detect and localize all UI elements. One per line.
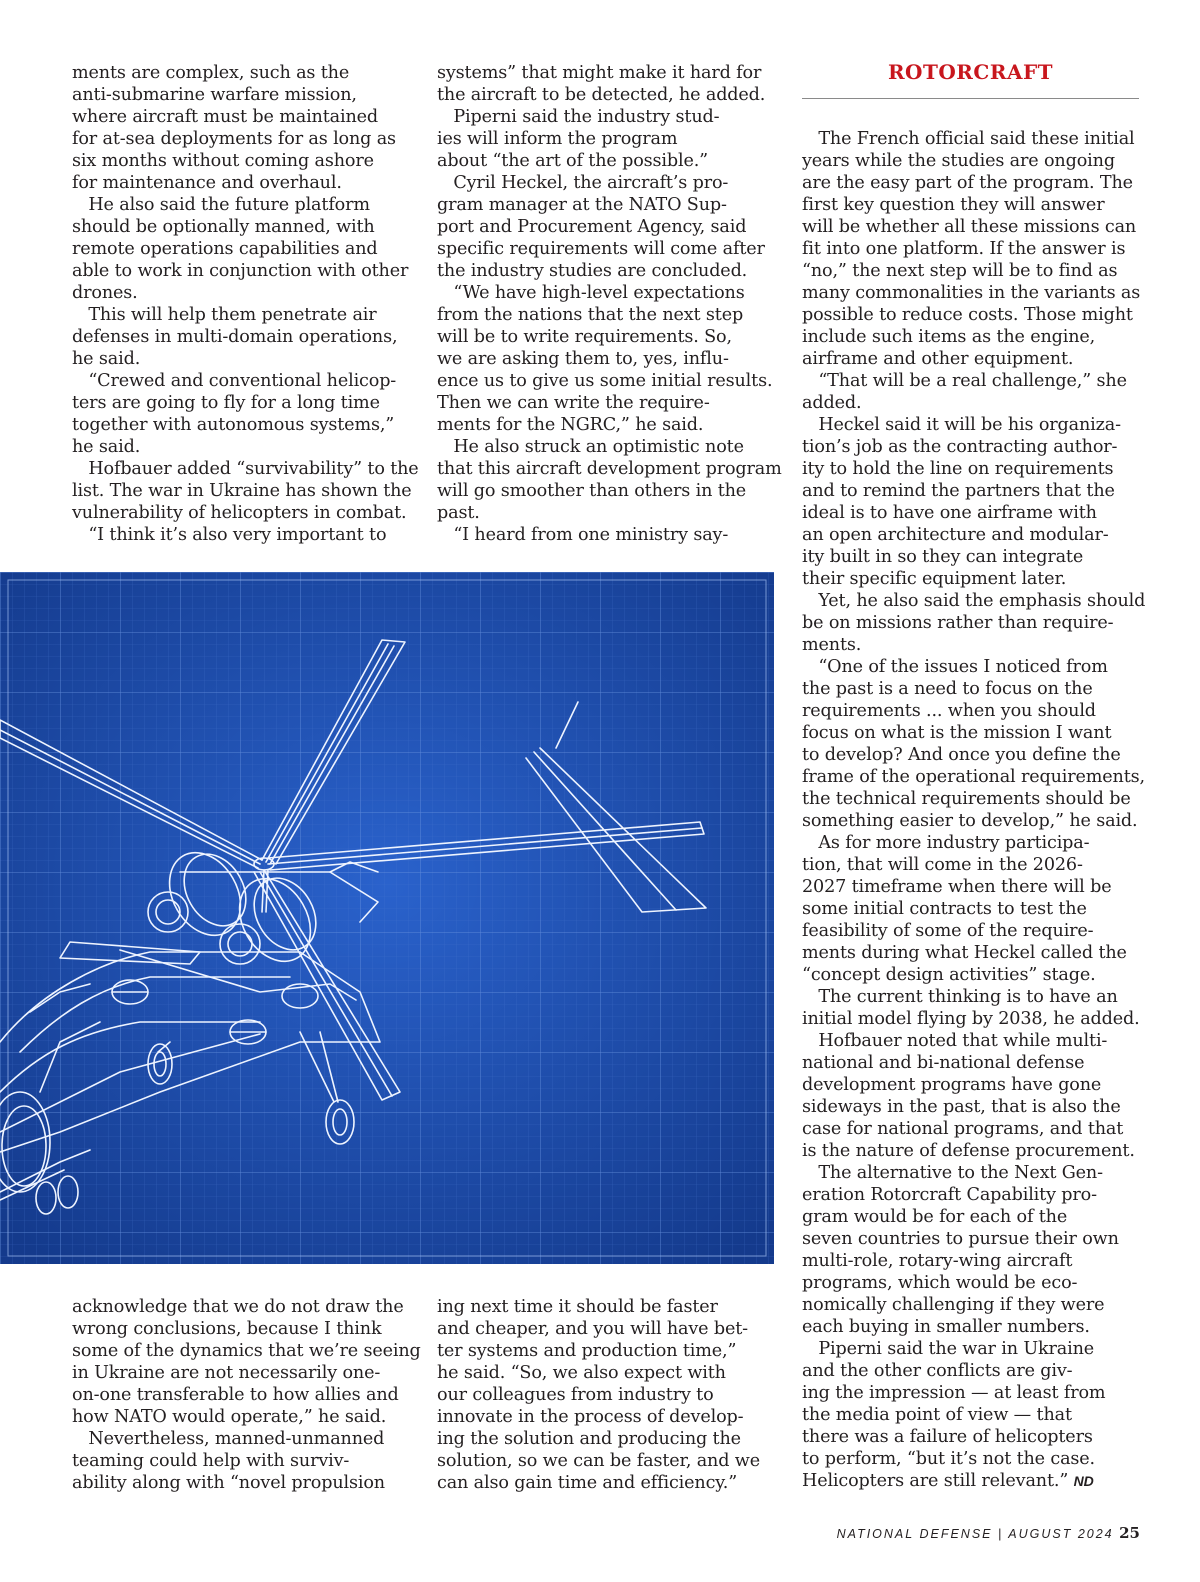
text-line: will go smoother than others in the [437,481,747,501]
text-line: ity to hold the line on requirements [802,459,1114,479]
page-number: 25 [1119,1524,1140,1542]
text-line: an open architecture and modular- [802,525,1109,545]
text-line: list. The war in Ukraine has shown the [72,481,412,501]
text-line: able to work in conjunction with other [72,261,409,281]
text-line: many commonalities in the variants as [802,283,1141,303]
text-line: ies will inform the program [437,129,678,149]
text-line: Yet, he also said the emphasis should [802,591,1146,611]
text-line: ideal is to have one airframe with [802,503,1097,523]
text-line: defenses in multi-domain operations, [72,327,398,347]
text-line: include such items as the engine, [802,327,1096,347]
text-line: He also struck an optimistic note [437,437,744,457]
text-line: “I think it’s also very important to [72,525,387,545]
text-line: their specific equipment later. [802,569,1067,589]
helicopter-blueprint-image [0,572,774,1264]
text-line: ity built in so they can integrate [802,547,1084,567]
text-line: the technical requirements should be [802,789,1131,809]
text-line: The French official said these initial [802,129,1135,149]
text-line: something easier to develop,” he said. [802,811,1138,831]
text-line: past. [437,503,480,523]
text-line: Cyril Heckel, the aircraft’s pro- [437,173,729,193]
text-line: and the other conflicts are giv- [802,1361,1073,1381]
footer-separator: | [998,1527,1004,1541]
text-line: ing the solution and producing the [437,1429,741,1449]
text-line: six months without coming ashore [72,151,374,171]
text-line: Helicopters are still relevant.” ND [802,1471,1094,1491]
text-line: Hofbauer added “survivability” to the [72,459,419,479]
text-line: Piperni said the industry stud- [437,107,720,127]
blueprint-grid [0,572,774,1264]
text-line: specific requirements will come after [437,239,765,259]
text-line: The alternative to the Next Gen- [802,1163,1103,1183]
text-line: and to remind the partners that the [802,481,1115,501]
text-line: to develop? And once you define the [802,745,1121,765]
text-line: how NATO would operate,” he said. [72,1407,387,1427]
text-line: “Crewed and conventional helicop- [72,371,397,391]
publication-name: NATIONAL DEFENSE [836,1527,993,1541]
text-line: he said. [72,349,141,369]
text-line: This will help them penetrate air [72,305,377,325]
text-line: ability along with “novel propulsion [72,1473,385,1493]
text-line: initial model flying by 2038, he added. [802,1009,1140,1029]
column-1-bottom [72,1296,421,1494]
text-line: “concept design activities” stage. [802,965,1096,985]
text-line: “I heard from one ministry say- [437,525,729,545]
text-line: As for more industry participa- [802,833,1090,853]
text-line: nomically challenging if they were [802,1295,1105,1315]
text-line: The current thinking is to have an [802,987,1118,1007]
text-line: our colleagues from industry to [437,1385,714,1405]
text-line: ters are going to fly for a long time [72,393,380,413]
text-line: “One of the issues I noticed from [802,657,1108,677]
text-line: the past is a need to focus on the [802,679,1093,699]
column-3 [802,128,1147,1492]
text-line: he said. “So, we also expect with [437,1363,726,1383]
text-line: ter systems and production time,” [437,1341,737,1361]
text-line: we are asking them to, yes, influ- [437,349,729,369]
text-line: ments. [802,635,862,655]
text-line: possible to reduce costs. Those might [802,305,1133,325]
text-line: should be optionally manned, with [72,217,375,237]
text-line: for at-sea deployments for as long as [72,129,396,149]
end-mark: ND [1073,1473,1094,1489]
text-line: years while the studies are ongoing [802,151,1115,171]
text-line: requirements ... when you should [802,701,1096,721]
text-line: “We have high-level expectations [437,283,745,303]
text-line: will be whether all these missions can [802,217,1137,237]
text-line: systems” that might make it hard for [437,63,762,83]
section-rule [802,98,1139,99]
text-line: development programs have gone [802,1075,1102,1095]
text-line: can also gain time and efficiency.” [437,1473,738,1493]
text-line: He also said the future platform [72,195,370,215]
text-line: some of the dynamics that we’re seeing [72,1341,421,1361]
text-line: added. [802,393,862,413]
text-line: drones. [72,283,138,303]
text-line: programs, which would be eco- [802,1273,1078,1293]
text-line: the media point of view — that [802,1405,1072,1425]
text-line: ence us to give us some initial results. [437,371,773,391]
text-line: Heckel said it will be his organiza- [802,415,1121,435]
text-line: ments during what Heckel called the [802,943,1127,963]
text-line: the aircraft to be detected, he added. [437,85,766,105]
text-line: feasibility of some of the require- [802,921,1094,941]
text-line: acknowledge that we do not draw the [72,1297,404,1317]
text-line: be on missions rather than require- [802,613,1114,633]
text-line: frame of the operational requirements, [802,767,1145,787]
text-line: ing the impression — at least from [802,1383,1106,1403]
text-line: 2027 timeframe when there will be [802,877,1112,897]
text-line: ments are complex, such as the [72,63,350,83]
text-line: are the easy part of the program. The [802,173,1133,193]
text-line: innovate in the process of develop- [437,1407,744,1427]
text-line: “That will be a real challenge,” she [802,371,1127,391]
text-line: sideways in the past, that is also the [802,1097,1121,1117]
text-line: in Ukraine are not necessarily one- [72,1363,381,1383]
text-line: is the nature of defense procurement. [802,1141,1135,1161]
text-line: Then we can write the require- [437,393,710,413]
text-line: seven countries to pursue their own [802,1229,1119,1249]
text-line: Nevertheless, manned-unmanned [72,1429,385,1449]
text-line: “no,” the next step will be to find as [802,261,1118,281]
text-line: eration Rotorcraft Capability pro- [802,1185,1097,1205]
text-line: remote operations capabilities and [72,239,378,259]
text-line: together with autonomous systems,” [72,415,395,435]
text-line: national and bi-national defense [802,1053,1085,1073]
text-line: the industry studies are concluded. [437,261,748,281]
text-line: there was a failure of helicopters [802,1427,1093,1447]
issue-date: AUGUST 2024 [1008,1527,1114,1541]
text-line: will be to write requirements. So, [437,327,732,347]
text-line: Hofbauer noted that while multi- [802,1031,1108,1051]
text-line: each buying in smaller numbers. [802,1317,1090,1337]
text-line: teaming could help with surviv- [72,1451,350,1471]
text-line: on-one transferable to how allies and [72,1385,399,1405]
text-line: case for national programs, and that [802,1119,1124,1139]
column-2-bottom [437,1296,782,1494]
text-line: vulnerability of helicopters in combat. [72,503,407,523]
section-label: ROTORCRAFT [887,60,1054,84]
text-line: about “the art of the possible.” [437,151,709,171]
text-line: multi-role, rotary-wing aircraft [802,1251,1073,1271]
text-line: anti-submarine warfare mission, [72,85,357,105]
text-line: airframe and other equipment. [802,349,1074,369]
page-footer [820,1524,1140,1542]
text-line: he said. [72,437,141,457]
text-line: some initial contracts to test the [802,899,1087,919]
column-2-top [437,62,782,546]
text-line: gram manager at the NATO Sup- [437,195,727,215]
text-line: that this aircraft development program [437,459,782,479]
text-line: to perform, “but it’s not the case. [802,1449,1096,1469]
text-line: first key question they will answer [802,195,1105,215]
text-line: port and Procurement Agency, said [437,217,747,237]
text-line: from the nations that the next step [437,305,744,325]
text-line: gram would be for each of the [802,1207,1068,1227]
text-line: Piperni said the war in Ukraine [802,1339,1095,1359]
text-line: fit into one platform. If the answer is [802,239,1126,259]
text-line: focus on what is the mission I want [802,723,1112,743]
blueprint-svg [0,572,774,1264]
text-line: tion’s job as the contracting author- [802,437,1118,457]
text-line: wrong conclusions, because I think [72,1319,382,1339]
text-line: where aircraft must be maintained [72,107,379,127]
text-line: ing next time it should be faster [437,1297,718,1317]
text-line: for maintenance and overhaul. [72,173,342,193]
text-line: tion, that will come in the 2026- [802,855,1083,875]
column-1-top [72,62,417,546]
text-line: solution, so we can be faster, and we [437,1451,760,1471]
text-line: and cheaper, and you will have bet- [437,1319,748,1339]
text-line: ments for the NGRC,” he said. [437,415,704,435]
